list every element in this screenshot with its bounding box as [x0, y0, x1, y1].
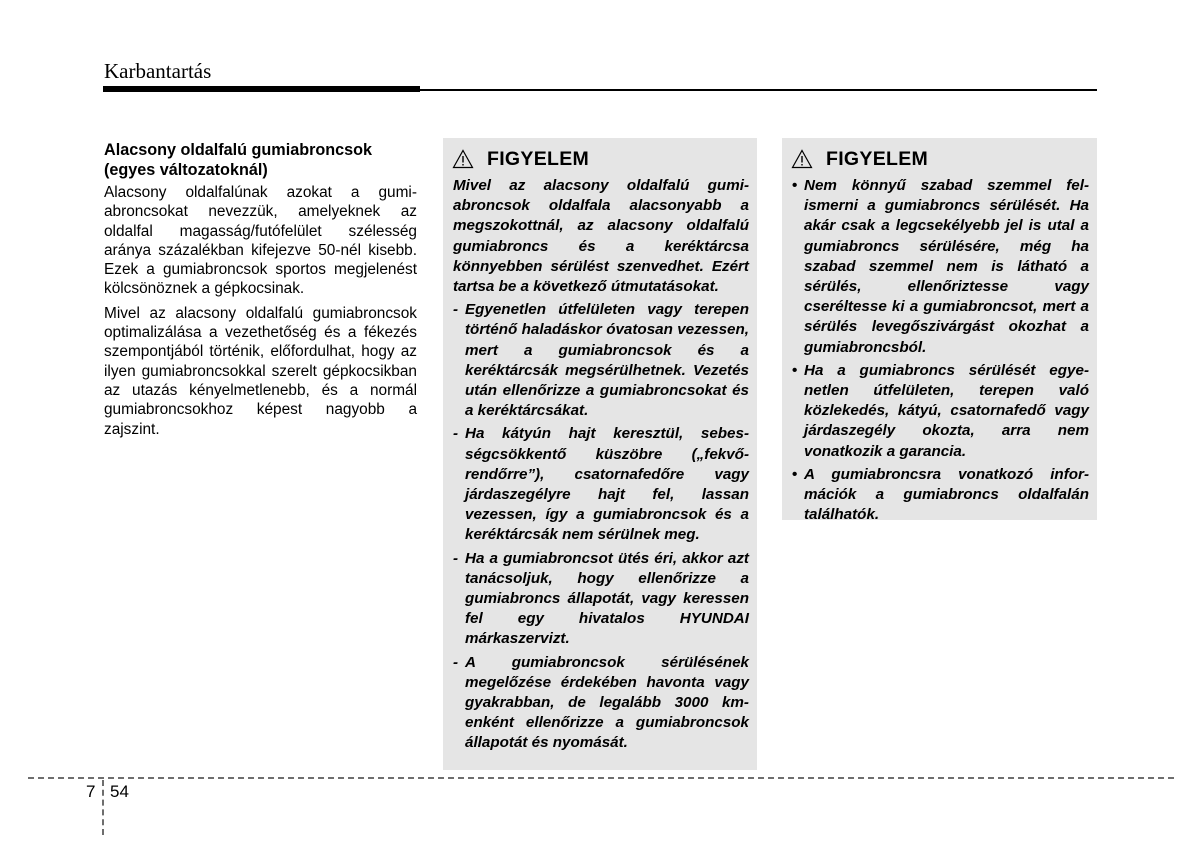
- dash-marker: -: [453, 653, 459, 671]
- warning-item-text: Ha a gumiabroncsot ütés éri, akkor azt tanácsoljuk, hogy ellenőrizze a gumiabroncs állapotát, vagy keressen fel egy hivatalos HYUNDAI márkaszervizt.: [465, 549, 749, 648]
- left-column: [104, 140, 417, 444]
- warning-item-text: Nem könnyű szabad szemmel felismerni a gumiabroncs sérülését. Ha akár csak a legcsekélyebb jel is utal a gumiabroncs sérülésére, még ha szabad szemmel nem is látható a sérülés, ellenőriztesse vagy cseréltesse ki a gumiabroncsot, mert a sérülés levegőszivárgást okozhat a gumiabroncsból.: [804, 177, 1089, 356]
- bullet-marker: •: [792, 465, 798, 483]
- warning-list-item: [792, 361, 1089, 462]
- warning-list-item: [453, 424, 749, 545]
- warning-triangle-icon: [452, 149, 474, 169]
- footer-dashed-rule: [28, 777, 1174, 779]
- warning-box-2: [782, 138, 1097, 524]
- warning-body: [453, 176, 749, 754]
- dash-marker: -: [453, 425, 459, 443]
- page-header-title: Karbantartás: [104, 59, 212, 83]
- warning-triangle-icon: [791, 149, 813, 169]
- header-rule-thick: [103, 86, 420, 92]
- section-paragraph-1: Alacsony oldalfalúnak azokat a gumiabroncsokat nevezzük, amelyeknek az oldalfal magasság/futófelület szélesség aránya százalékban kifejezve 50-nél kisebb. Ezek a gumiabroncsok sportos megjelenést kölcsönöznek a gépkocsinak.: [104, 184, 417, 298]
- header-rule-thin: [420, 89, 1097, 91]
- warning-header: [791, 146, 1097, 172]
- chapter-number: 7: [86, 782, 96, 801]
- warning-header: [452, 146, 757, 172]
- warning-body: [792, 176, 1089, 525]
- warning-item-text: Egyenetlen útfelületen vagy terepen történő haladáskor óvatosan vezessen, mert a gumiabroncsok és a keréktárcsák megsérülhetnek. Vezetés után ellenőrizze a gumiabroncsokat és a keréktárcsákat.: [465, 301, 749, 420]
- warning-item-text: A gumiabroncsra vonatkozó információk a gumiabroncs oldalfalán találhatók.: [804, 465, 1089, 524]
- warning-list-item: [453, 300, 749, 421]
- warning-box-1: [443, 138, 757, 770]
- warning-item-text: Ha a gumiabroncs sérülését egyenetlen útfelületen, terepen való közlekedés, kátyú, csatornafedő vagy járdaszegély okozta, arra nem vonatkozik a garancia.: [804, 361, 1089, 460]
- warning-item-text: Ha kátyún hajt keresztül, sebességcsökkentő küszöbre („fekvőrendőrre”), csatornafedőre vagy járdaszegélyre hajt fel, lassan vezessen, így a gumiabroncsok és a keréktárcsák nem sérülnek meg.: [465, 425, 749, 544]
- bullet-marker: •: [792, 361, 798, 379]
- warning-title: FIGYELEM: [487, 147, 590, 170]
- dash-marker: -: [453, 549, 459, 567]
- footer-dashed-divider: [102, 780, 104, 835]
- warning-list-item: [792, 465, 1089, 526]
- warning-list-item: [792, 176, 1089, 358]
- warning-list-item: [453, 549, 749, 650]
- dash-marker: -: [453, 301, 459, 319]
- warning-intro: Mivel az alacsony oldalfalú gumiabroncsok oldalfala alacsonyabb a megszokottnál, az alacsony oldalfalú gumiabroncs és a keréktárcsa könnyebben sérülést szenvedhet. Ezért tartsa be a következő útmutatásokat.: [453, 177, 749, 296]
- warning-title: FIGYELEM: [826, 147, 929, 170]
- bullet-marker: •: [792, 177, 798, 194]
- warning-list-item: [453, 653, 749, 754]
- warning-item-text: A gumiabroncsok sérülésének megelőzése érdekében havonta vagy gyakrabban, de legalább 3000 km-enként ellenőrizze a gumiabroncsok állapotát és nyomását.: [465, 653, 749, 752]
- section-title: Alacsony oldalfalú gumiabroncsok (egyes változatoknál): [104, 141, 373, 179]
- section-paragraph-2: Mivel az alacsony oldalfalú gumiabroncsok optimalizálása a vezethetőség és a fékezés szempontjából történik, előfordulhat, hogy az ilyen gumiabroncsokkal szerelt gépkocsikban az utazás kényelmetlenebb, és a normál gumiabroncsokhoz képest nagyobb a zajszint.: [104, 304, 417, 438]
- page-number: 54: [110, 782, 129, 801]
